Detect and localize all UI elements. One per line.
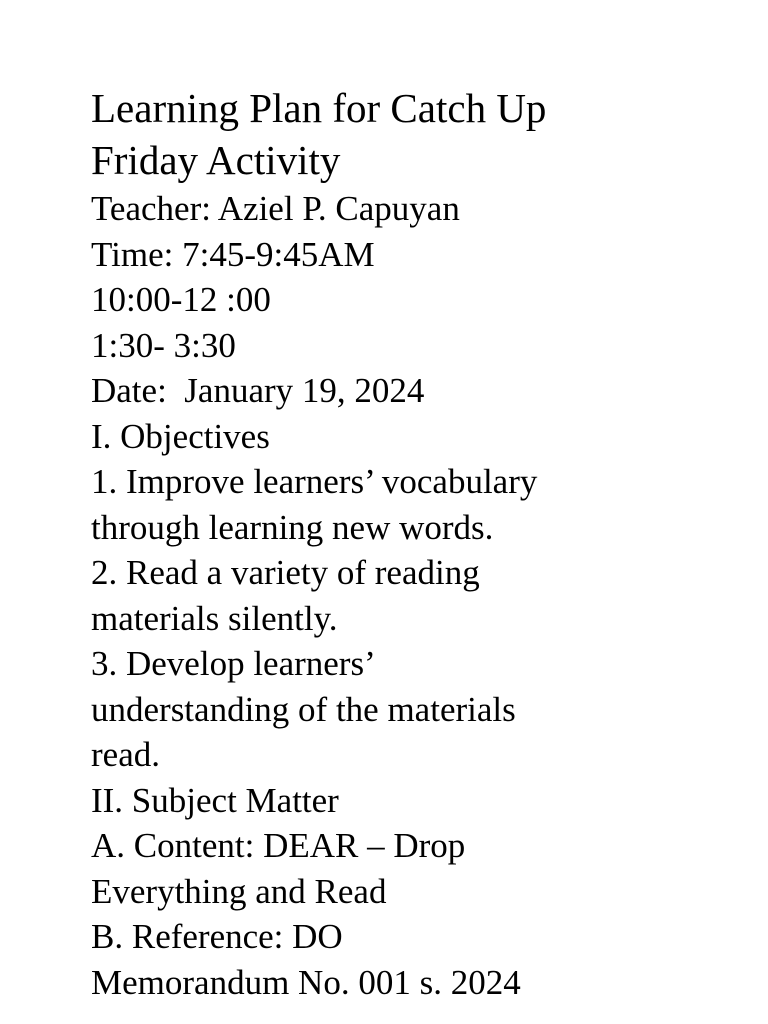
reference-line-2: Memorandum No. 001 s. 2024: [91, 962, 521, 1002]
learning-plan-document: [91, 82, 711, 1005]
objective-3-line-3: read.: [91, 735, 160, 774]
objective-3-line-2: understanding of the materials: [91, 689, 516, 729]
document-title-line-1: Learning Plan for Catch Up: [91, 85, 547, 131]
objective-1-line-2: through learning new words.: [91, 507, 494, 547]
content-line-1: A. Content: DEAR – Drop: [91, 826, 466, 865]
teacher-line: Teacher: Aziel P. Capuyan: [91, 189, 460, 228]
objectives-heading: I. Objectives: [91, 416, 270, 456]
date-line: Date: January 19, 2024: [91, 371, 425, 410]
objective-1-line-1: 1. Improve learners’ vocabulary: [91, 462, 538, 501]
time-line-2: 10:00-12 :00: [91, 280, 271, 319]
subject-matter-heading: II. Subject Matter: [91, 780, 339, 820]
reference-line-1: B. Reference: DO: [91, 917, 343, 956]
time-line-1: Time: 7:45-9:45AM: [91, 234, 375, 274]
objective-3-line-1: 3. Develop learners’: [91, 644, 376, 683]
objective-2-line-1: 2. Read a variety of reading: [91, 553, 480, 592]
content-line-2: Everything and Read: [91, 871, 387, 911]
objective-2-line-2: materials silently.: [91, 598, 338, 638]
time-line-3: 1:30- 3:30: [91, 325, 236, 365]
document-title-line-2: Friday Activity: [91, 137, 341, 183]
